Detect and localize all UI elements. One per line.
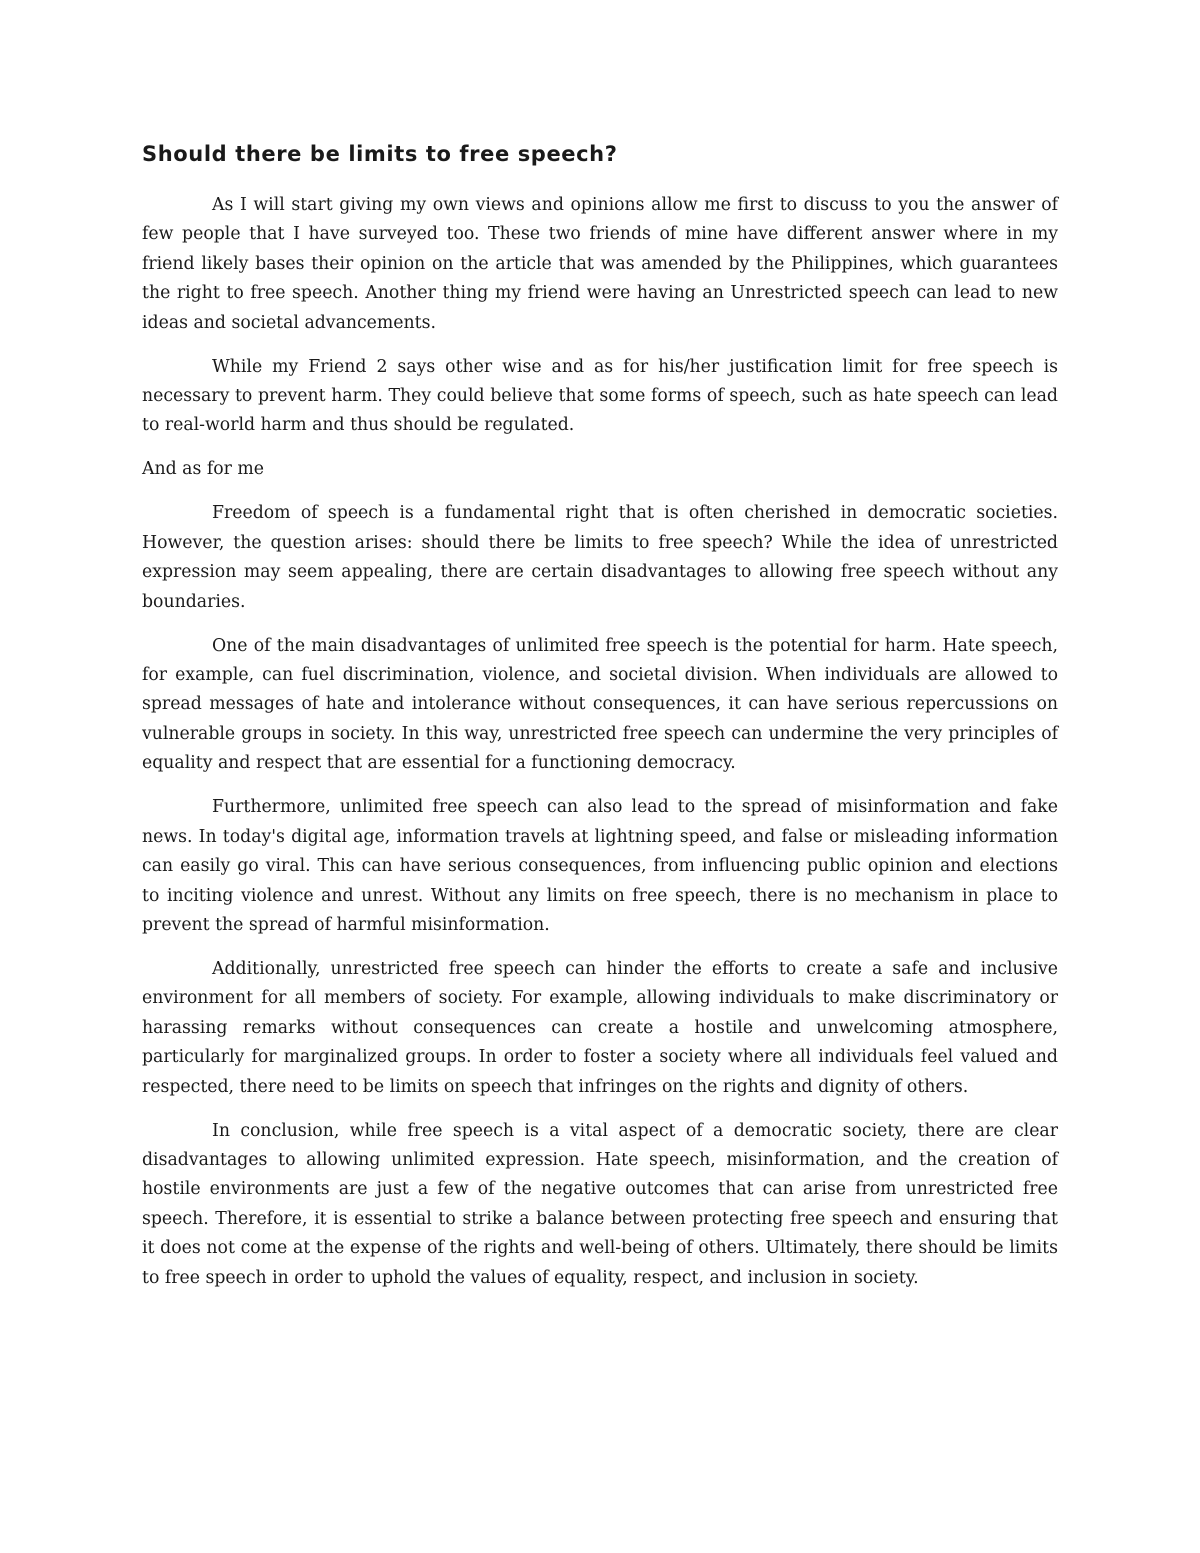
paragraph-friend-two: While my Friend 2 says other wise and as for his/her justification limit for free speech is necessary to prevent harm. They could believe that some forms of speech, such as hate speech can lead to real-world harm and thus should be regulated. bbox=[142, 356, 1058, 436]
paragraph-conclusion: In conclusion, while free speech is a vital aspect of a democratic society, there are clear disadvantages to allowing unlimited expression. Hate speech, misinformation, and the creation of hostile environments are just a few of the negative outcomes that can arise from unrestricted free speech. Therefore, it is essential to strike a balance between protecting free speech and ensuring that it does not come at the expense of the rights and well-being of others. Ultimately, there should be limits to free speech in order to uphold the values of equality, respect, and inclusion in society. bbox=[142, 1120, 1058, 1288]
document-body bbox=[142, 138, 1058, 1308]
paragraph-survey-intro: As I will start giving my own views and opinions allow me first to discuss to you the answer of few people that I have surveyed too. These two friends of mine have different answer where in my friend likely bases their opinion on the article that was amended by the Philippines, which guarantees the right to free speech. Another thing my friend were having an Unrestricted speech can lead to new ideas and societal advancements. bbox=[142, 195, 1058, 333]
document-title: Should there be limits to free speech? bbox=[142, 142, 618, 166]
paragraph-and-as-for-me: And as for me bbox=[142, 459, 264, 480]
paragraph-misinformation: Furthermore, unlimited free speech can also lead to the spread of misinformation and fake news. In today's digital age, information travels at lightning speed, and false or misleading information can easily go viral. This can have serious consequences, from influencing public opinion and elections to inciting violence and unrest. Without any limits on free speech, there is no mechanism in place to prevent the spread of harmful misinformation. bbox=[142, 797, 1058, 935]
paragraph-inclusive-environment: Additionally, unrestricted free speech can hinder the efforts to create a safe and inclusive environment for all members of society. For example, allowing individuals to make discriminatory or harassing remarks without consequences can create a hostile and unwelcoming atmosphere, particularly for marginalized groups. In order to foster a society where all individuals feel valued and respected, there need to be limits on speech that infringes on the rights and dignity of others. bbox=[142, 958, 1058, 1097]
paragraph-freedom-intro: Freedom of speech is a fundamental right that is often cherished in democratic societies. However, the question arises: should there be limits to free speech? While the idea of unrestricted expression may seem appealing, there are certain disadvantages to allowing free speech without any boundaries. bbox=[142, 503, 1058, 612]
paragraph-harm: One of the main disadvantages of unlimited free speech is the potential for harm. Hate speech, for example, can fuel discrimination, violence, and societal division. When individuals are allowed to spread messages of hate and intolerance without consequences, it can have serious repercussions on vulnerable groups in society. In this way, unrestricted free speech can undermine the very principles of equality and respect that are essential for a functioning democracy. bbox=[142, 635, 1058, 774]
